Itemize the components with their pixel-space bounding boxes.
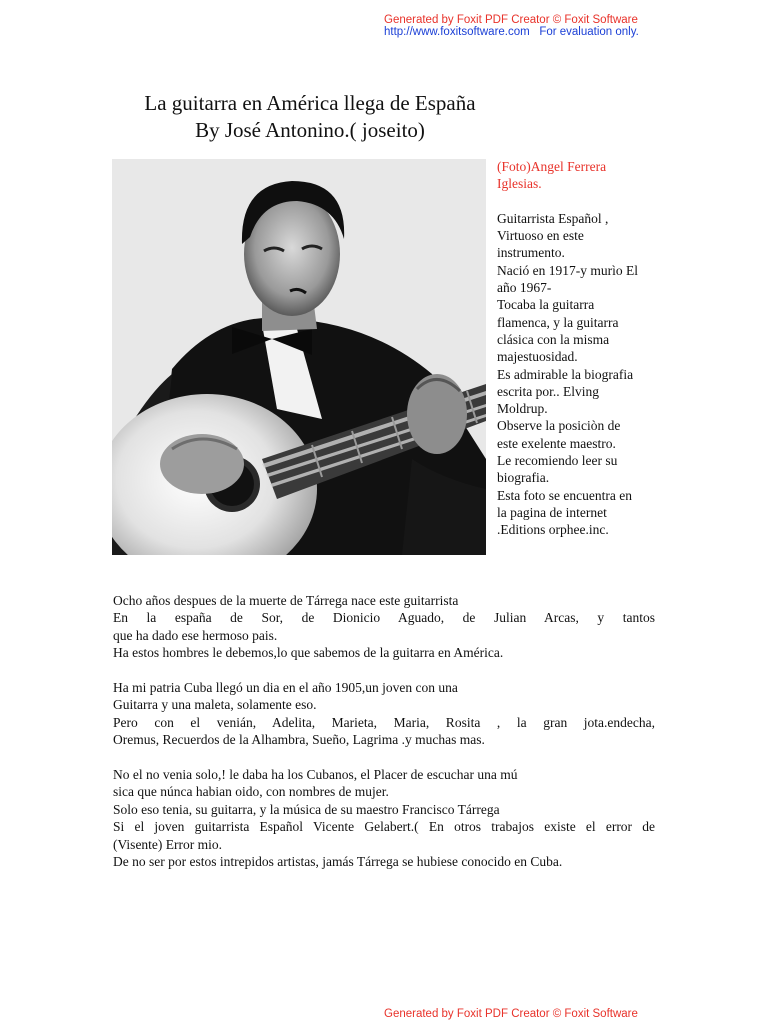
paragraph-break — [113, 749, 655, 766]
body-line: De no ser por estos intrepidos artistas, jamás Tárrega se hubiese conocido en Cuba. — [113, 854, 563, 870]
body-line: (Visente) Error mio. — [113, 836, 223, 852]
body-line: En la españa de Sor, de Dionicio Aguado, de Julian Arcas, y tantos — [113, 610, 655, 626]
foxit-watermark-top — [384, 14, 639, 38]
side-line: Esta foto se encuentra en — [497, 487, 632, 503]
paragraph-break — [113, 662, 655, 679]
foxit-watermark-bottom — [384, 1008, 638, 1020]
body-line: Ha mi patria Cuba llegó un dia en el año 1905,un joven con una — [113, 680, 458, 696]
photo-credit-line-1: (Foto)Angel Ferrera — [497, 159, 607, 174]
side-line: Virtuoso en este — [497, 228, 584, 244]
body-line: No el no venia solo,! le daba ha los Cubanos, el Placer de escuchar una mú — [113, 767, 518, 783]
watermark-evaluation-text: For evaluation only. — [539, 26, 639, 38]
watermark-generated-text: Generated by Foxit PDF Creator © Foxit Software — [384, 1008, 638, 1020]
side-line: .Editions orphee.inc. — [497, 522, 609, 538]
side-line: Moldrup. — [497, 401, 548, 417]
title-line-2: By José Antonino.( joseito) — [195, 118, 425, 142]
article-body — [113, 592, 655, 870]
guitarist-photo — [112, 159, 486, 555]
photo-caption-column — [497, 158, 662, 539]
body-line: Ocho años despues de la muerte de Tárrega nace este guitarrista — [113, 593, 459, 608]
side-line: clásica con la misma — [497, 331, 610, 347]
title-line-1: La guitarra en América llega de España — [144, 91, 476, 115]
body-line: Ha estos hombres le debemos,lo que sabemos de la guitarra en América. — [113, 645, 504, 661]
body-line: Guitarra y una maleta, solamente eso. — [113, 697, 317, 713]
side-line: instrumento. — [497, 245, 565, 261]
side-line: año 1967- — [497, 280, 552, 296]
photo-credit-line-2: Iglesias. — [497, 176, 542, 192]
side-line: Tocaba la guitarra — [497, 297, 595, 313]
side-line: biografia. — [497, 470, 550, 486]
side-line: este exelente maestro. — [497, 435, 616, 451]
side-line: Le recomiendo leer su — [497, 453, 618, 469]
body-line: que ha dado ese hermoso pais. — [113, 627, 278, 643]
side-line: flamenca, y la guitarra — [497, 314, 619, 330]
body-line: Pero con el venián, Adelita, Marieta, Maria, Rosita , la gran jota.endecha, — [113, 714, 655, 730]
side-line: Es admirable la biografia — [497, 366, 634, 382]
body-line: sica que núnca habian oido, con nombres de mujer. — [113, 784, 389, 800]
side-line: escrita por.. Elving — [497, 383, 599, 399]
body-line: Oremus, Recuerdos de la Alhambra, Sueño, Lagrima .y muchas mas. — [113, 732, 485, 748]
watermark-generated-text: Generated by Foxit PDF Creator © Foxit Software — [384, 14, 638, 26]
side-line: Guitarrista Español , — [497, 210, 609, 226]
side-line: Observe la posiciòn de — [497, 418, 621, 434]
side-line: Nació en 1917-y murìo El — [497, 262, 638, 278]
side-line: la pagina de internet — [497, 504, 607, 520]
body-line: Solo eso tenia, su guitarra, y la música de su maestro Francisco Tárrega — [113, 801, 500, 817]
body-line: Si el joven guitarrista Español Vicente Gelabert.( En otros trabajos existe el error de — [113, 819, 655, 835]
page-title — [110, 90, 510, 144]
spacer — [497, 193, 662, 210]
guitarist-illustration — [112, 159, 486, 555]
side-line: majestuosidad. — [497, 349, 578, 365]
watermark-url-link[interactable]: http://www.foxitsoftware.com — [384, 26, 530, 38]
